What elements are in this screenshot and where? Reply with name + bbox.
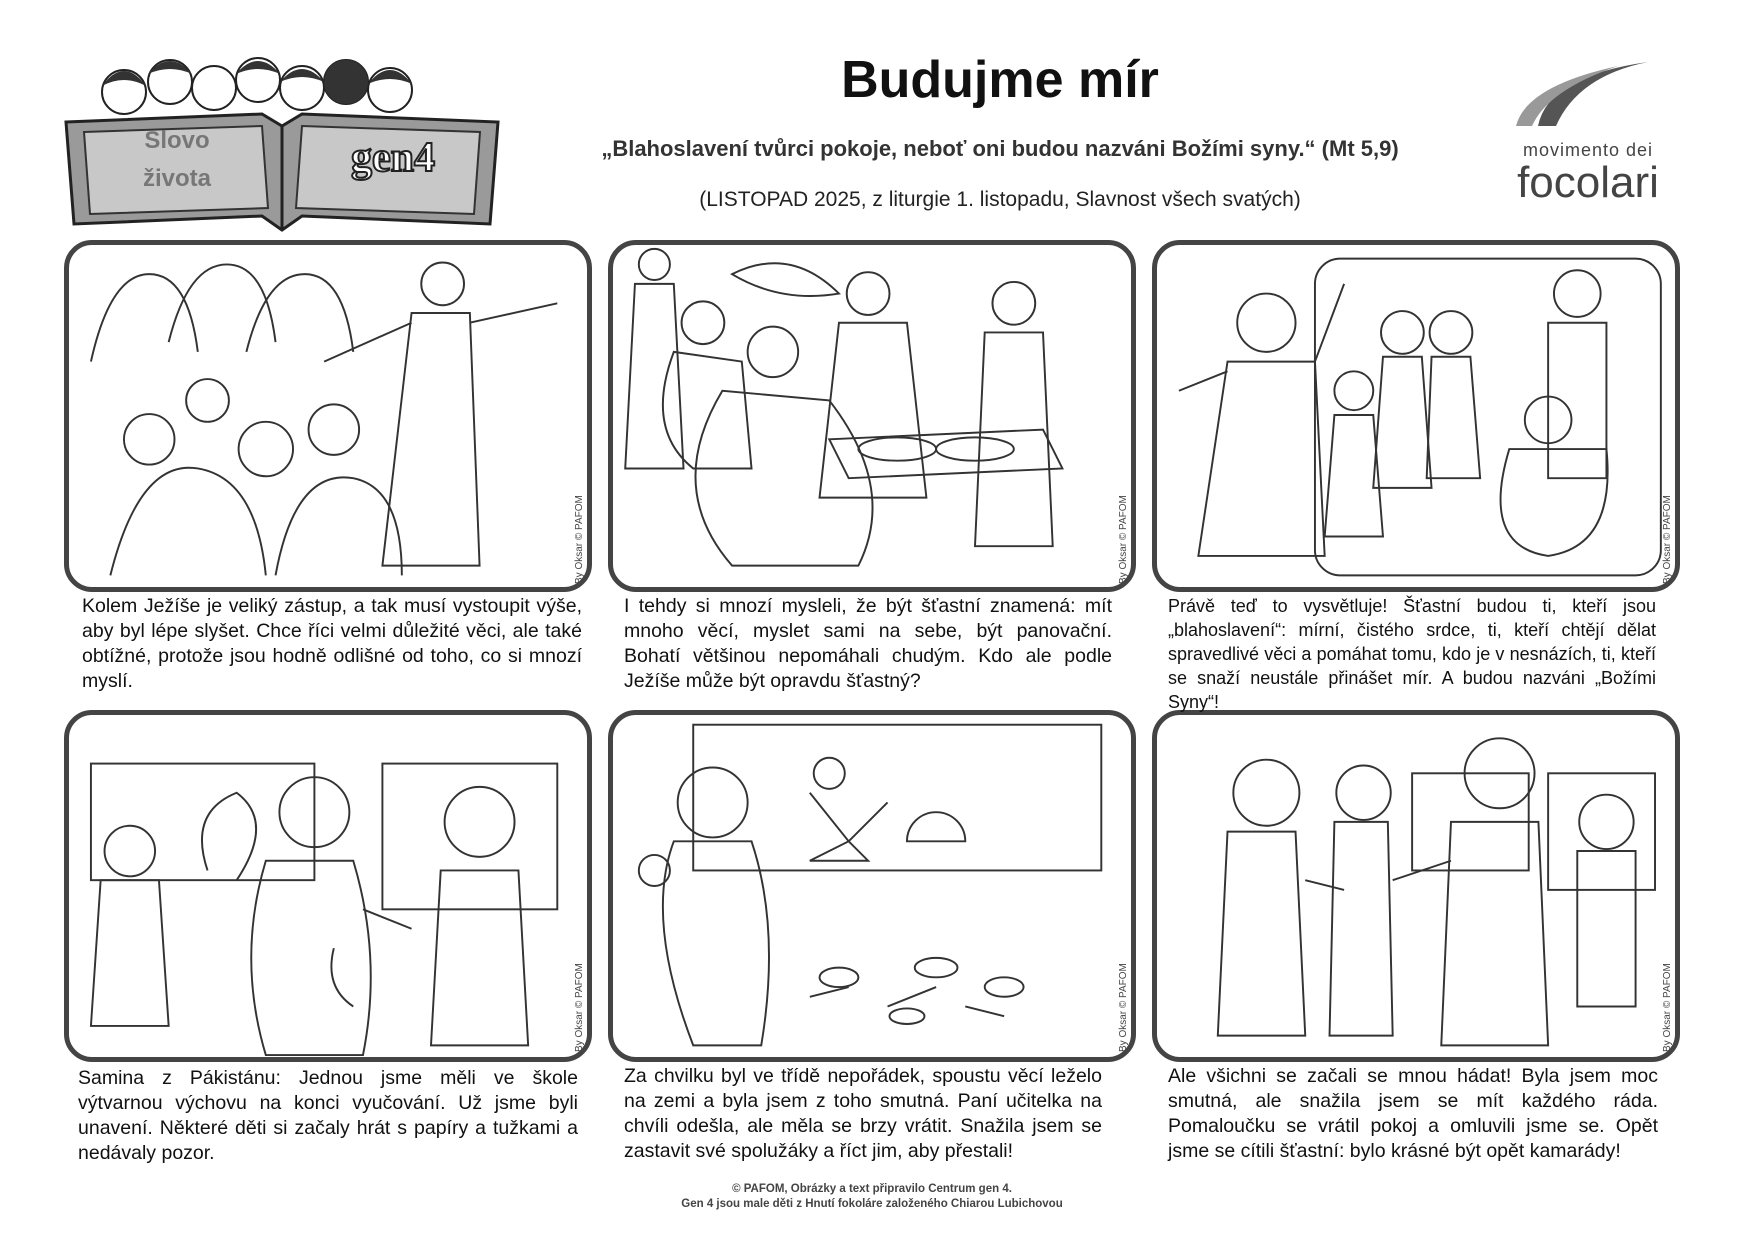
- jesus-teaching-icon: [1157, 245, 1675, 587]
- logo-line1: Slovo: [144, 127, 210, 154]
- illustration-credit: By Oksar © PAFOM: [1662, 963, 1673, 1052]
- comic-panel-2: [608, 240, 1136, 592]
- comic-panel-1: [64, 240, 592, 592]
- swoosh-icon: [1498, 56, 1678, 136]
- comic-panel-5: [608, 710, 1136, 1062]
- logo-focolari: focolari: [1517, 158, 1659, 207]
- bible-quote: „Blahoslavení tvůrci pokoje, neboť oni budou nazváni Božími syny.“ (Mt 5,9): [601, 136, 1399, 161]
- rich-people-icon: [613, 245, 1131, 587]
- illustration-credit: By Oksar © PAFOM: [574, 963, 585, 1052]
- panel-caption-6: Ale všichni se začali se mnou hádat! Byla jsem moc smutná, ale snažila jsem se mít každého ráda. Pomaloučku se vrátil pokoj a omluvili jsme se. Opět jsme se cítili šťastní: bylo krásné být opět kamarády!: [1168, 1065, 1658, 1162]
- illustration-credit: By Oksar © PAFOM: [1662, 495, 1673, 584]
- comic-panel-6: [1152, 710, 1680, 1062]
- panel-caption-3: Právě teď to vysvětluje! Šťastní budou ti, kteří jsou „blahoslavení“: mírní, čistého srdce, ti, kteří chtějí dělat spravedlivé věci a pomáhat tomu, kdo je v nesnázích, ti, kteří se snaží neustále přinášet mír. A budou nazváni „Božími Syny“!: [1168, 596, 1656, 712]
- messy-classroom-icon: [613, 715, 1131, 1057]
- illustration-credit: By Oksar © PAFOM: [574, 495, 585, 584]
- children-argue-icon: [1157, 715, 1675, 1057]
- illustration-credit: By Oksar © PAFOM: [1118, 963, 1129, 1052]
- page-title: Budujme mír: [841, 51, 1159, 109]
- logo-movimento: movimento dei: [1522, 140, 1654, 160]
- footer-line1: © PAFOM, Obrázky a text připravilo Centrum gen 4.: [732, 1183, 1012, 1195]
- illustration-credit: By Oksar © PAFOM: [1118, 495, 1129, 584]
- logo-text: [122, 122, 232, 198]
- classroom-children-icon: [69, 715, 587, 1057]
- date-subtitle: (LISTOPAD 2025, z liturgie 1. listopadu, Slavnost všech svatých): [699, 188, 1301, 211]
- comic-panel-4: [64, 710, 592, 1062]
- focolari-logo: [1498, 56, 1678, 216]
- jesus-crowd-icon: [69, 245, 587, 587]
- footer: [572, 1182, 1172, 1212]
- panel-caption-2: I tehdy si mnozí mysleli, že být šťastní znamená: mít mnoho věcí, myslet sami na sebe, být panovační. Bohatí většinou nepomáhali chudým. Kdo ale podle Ježíše může být opravdu šťastný?: [624, 595, 1112, 692]
- footer-line2: Gen 4 jsou male děti z Hnutí fokoláre založeného Chiarou Lubichovou: [681, 1198, 1063, 1210]
- panel-caption-4: Samina z Pákistánu: Jednou jsme měli ve škole výtvarnou výchovu na konci vyučování. Už jsme byli unavení. Některé děti si začaly hrát s papíry a tužkami a nedávaly pozor.: [78, 1067, 578, 1164]
- panel-caption-1: Kolem Ježíše je veliký zástup, a tak musí vystoupit výše, aby byl lépe slyšet. Chce říci velmi důležité věci, ale také obtížné, protože jsou hodně odlišné od toho, co si mnozí myslí.: [82, 595, 582, 692]
- comic-panel-3: [1152, 240, 1680, 592]
- slovo-zivota-logo: [62, 40, 502, 240]
- gen4-badge: gen4: [351, 135, 435, 181]
- panel-caption-5: Za chvilku byl ve třídě nepořádek, spoustu věcí leželo na zemi a byla jsem z toho smutná. Paní učitelka na chvíli odešla, ale měla se brzy vrátit. Snažila jsem se zastavit své spolužáky a říct jim, aby přestali!: [624, 1065, 1102, 1162]
- logo-line2: života: [142, 165, 211, 192]
